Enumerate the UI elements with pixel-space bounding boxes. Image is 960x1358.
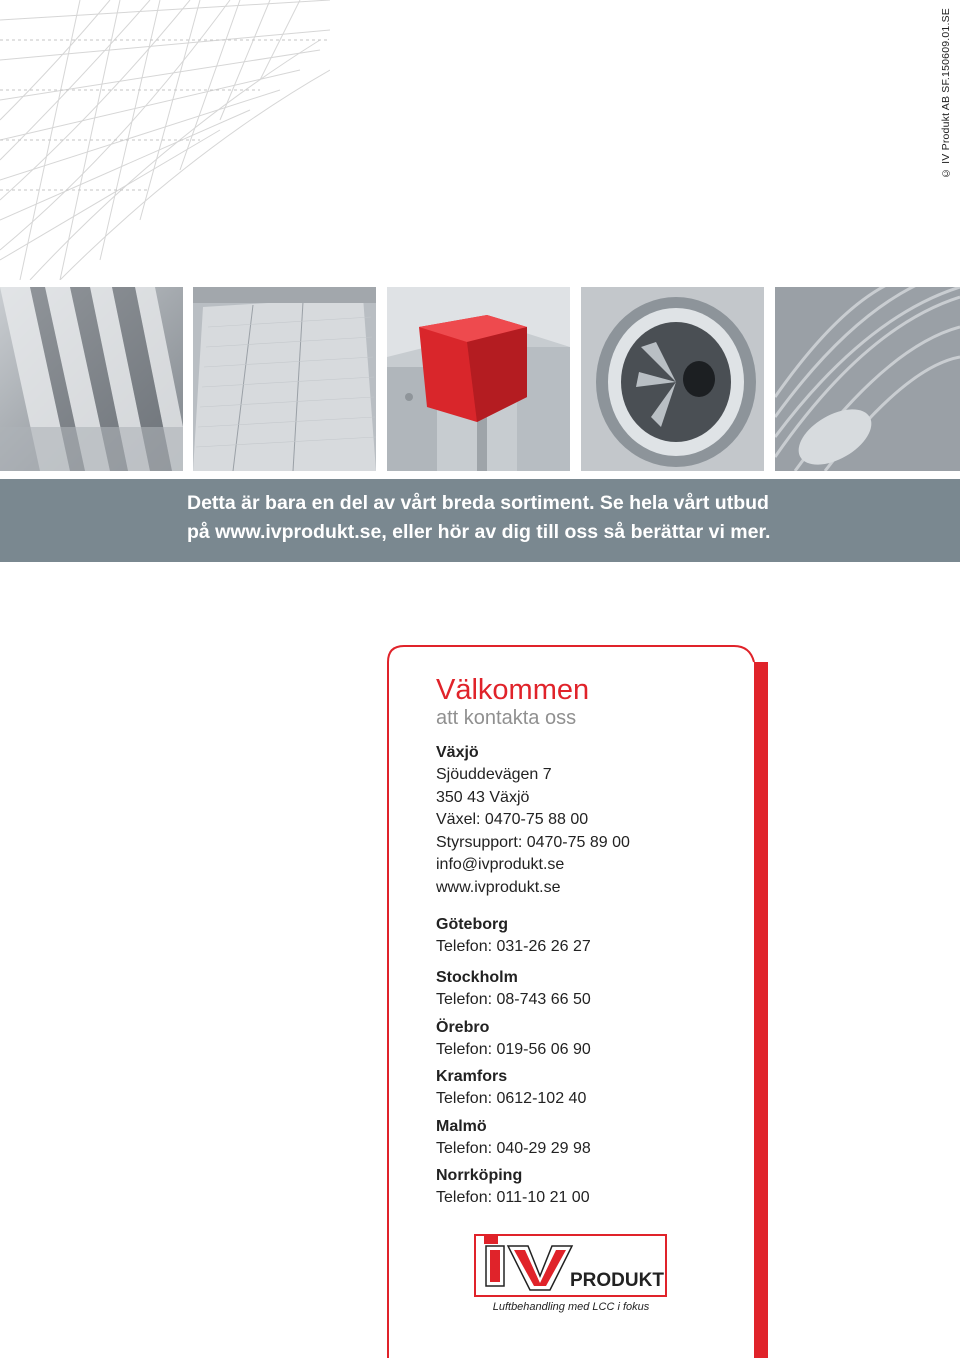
address-postal: 350 43 Växjö — [436, 788, 530, 806]
banner-text — [187, 489, 770, 547]
office-city: Kramfors — [436, 1068, 508, 1086]
website-link[interactable]: www.ivprodukt.se — [436, 878, 561, 896]
office-goteborg — [436, 914, 736, 959]
email-link[interactable]: info@ivprodukt.se — [436, 856, 565, 874]
office-malmo — [436, 1116, 736, 1161]
duct-coil-photo — [775, 287, 960, 471]
office-phone: Telefon: 031-26 26 27 — [436, 937, 591, 955]
office-city: Örebro — [436, 1018, 490, 1036]
office-phone: Telefon: 08-743 66 50 — [436, 991, 591, 1009]
office-stockholm — [436, 967, 736, 1012]
contact-subtitle: att kontakta oss — [436, 707, 577, 729]
office-city: Stockholm — [436, 969, 518, 987]
banner-line-2: på www.ivprodukt.se, eller hör av dig till oss så berättar vi mer. — [187, 521, 771, 543]
red-corner-unit-photo — [387, 287, 570, 471]
office-phone: Telefon: 019-56 06 90 — [436, 1040, 591, 1058]
office-kramfors — [436, 1066, 736, 1111]
psychrometric-chart-graphic — [0, 0, 330, 280]
copyright-note: © IV Produkt AB SF.150609.01.SE — [940, 8, 952, 180]
office-phone: Telefon: 040-29 29 98 — [436, 1139, 591, 1157]
office-city: Malmö — [436, 1117, 487, 1135]
office-city: Göteborg — [436, 915, 508, 933]
office-phone: Telefon: 011-10 21 00 — [436, 1189, 590, 1207]
office-phone: Telefon: 0612-102 40 — [436, 1090, 587, 1108]
office-vaxjo — [436, 742, 736, 900]
heat-exchanger-photo — [193, 287, 376, 471]
office-city: Växjö — [436, 744, 479, 761]
damper-blades-photo — [0, 287, 183, 471]
logo-wordmark: PRODUKT — [570, 1270, 664, 1291]
banner-line-1: Detta är bara en del av vårt breda sortiment. Se hela vårt utbud — [187, 492, 769, 514]
office-orebro — [436, 1017, 736, 1062]
product-photo-strip — [0, 287, 960, 471]
contact-card — [436, 674, 736, 1210]
address-street: Sjöuddevägen 7 — [436, 766, 552, 783]
logo-tagline: Luftbehandling med LCC i fokus — [492, 1301, 650, 1313]
office-norrkoping — [436, 1165, 736, 1210]
switchboard-phone: Växel: 0470-75 88 00 — [436, 811, 589, 829]
fan-photo — [581, 287, 764, 471]
office-city: Norrköping — [436, 1167, 523, 1185]
iv-produkt-logo — [474, 1228, 668, 1298]
contact-title: Välkommen — [436, 674, 590, 706]
control-support-phone: Styrsupport: 0470-75 89 00 — [436, 833, 630, 851]
